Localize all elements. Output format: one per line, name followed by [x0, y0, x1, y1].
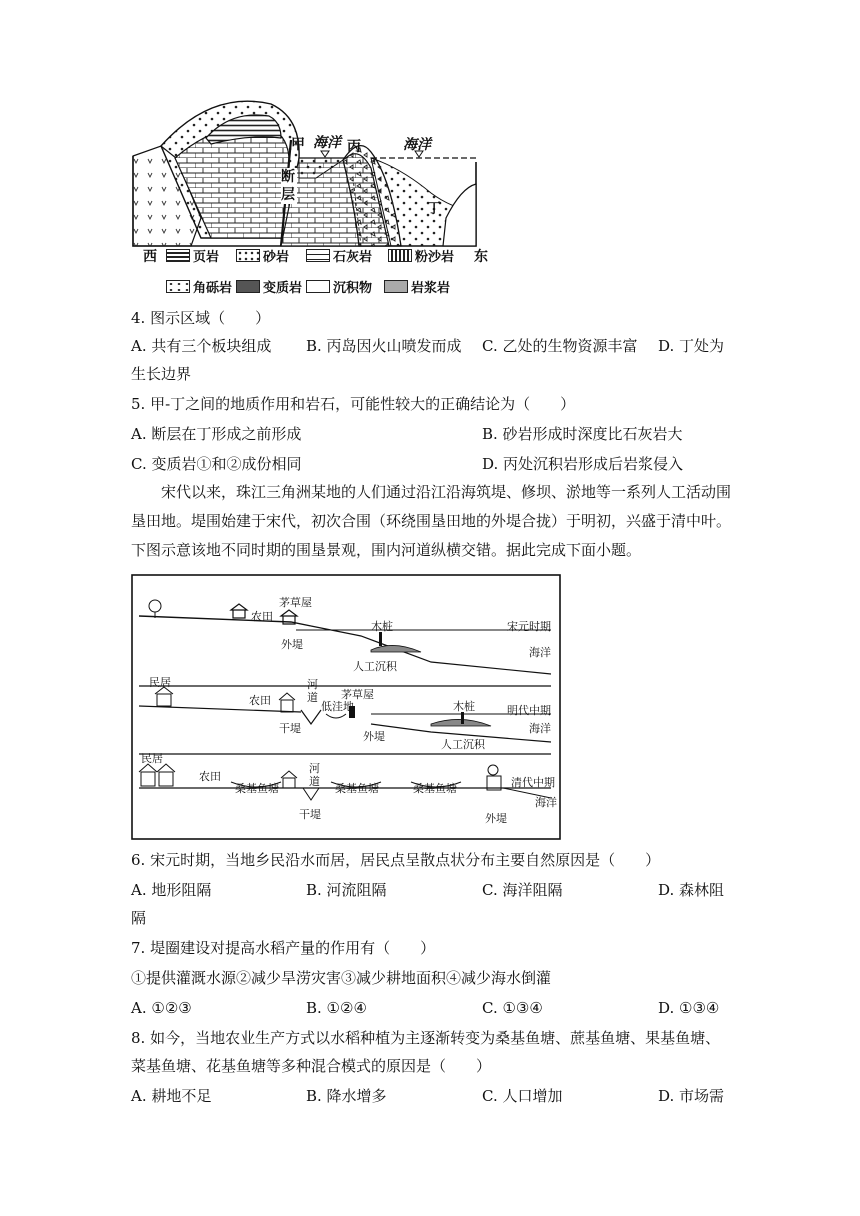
sediment-swatch [306, 280, 330, 293]
q8-option-d[interactable]: D. 市场需 [658, 1087, 725, 1105]
q7-option-d[interactable]: D. ①③④ [658, 999, 720, 1017]
q4-option-d[interactable]: D. 丁处为 [658, 337, 725, 355]
shale-swatch [166, 249, 190, 262]
q4-option-b[interactable]: B. 丙岛因火山喷发而成 [306, 337, 462, 355]
q5-stem: 5. 甲-丁之间的地质作用和岩石，可能性较大的正确结论为（ ） [131, 395, 576, 413]
q4-option-c[interactable]: C. 乙处的生物资源丰富 [482, 337, 638, 355]
label-west: 西 [143, 249, 157, 265]
q7-option-a[interactable]: A. ①②③ [131, 999, 192, 1017]
geology-figure [131, 98, 491, 298]
label-fault: 断层 [281, 169, 295, 203]
p1-pile: 木桩 [371, 620, 393, 633]
q5-option-a[interactable]: A. 断层在丁形成之前形成 [131, 425, 302, 443]
p2-period: 明代中期 [507, 704, 551, 717]
q8-option-b[interactable]: B. 降水增多 [306, 1087, 387, 1105]
p1-sea: 海洋 [529, 646, 551, 659]
legend-metamorphic: 变质岩 [236, 277, 302, 296]
p2-low: 低洼地 [321, 700, 354, 713]
siltstone-swatch [388, 249, 412, 262]
p3-sea: 海洋 [535, 796, 557, 809]
p2-home: 民居 [149, 676, 171, 689]
q6-option-c[interactable]: C. 海洋阻隔 [482, 881, 563, 899]
q5-option-d[interactable]: D. 丙处沉积岩形成后岩浆侵入 [482, 455, 684, 473]
p3-outer: 外堤 [485, 812, 507, 825]
p2-hut: 茅草屋 [341, 688, 374, 701]
q7-option-b[interactable]: B. ①②④ [306, 999, 367, 1017]
label-bing: 丙 [347, 139, 361, 155]
label-east: 东 [474, 249, 488, 265]
q4-option-d-wrap: 生长边界 [131, 365, 192, 383]
q7-items: ①提供灌溉水源②减少旱涝灾害③减少耕地面积④减少海水倒灌 [131, 969, 552, 987]
q6-option-a[interactable]: A. 地形阻隔 [131, 881, 212, 899]
q7-stem: 7. 堤圈建设对提高水稻产量的作用有（ ） [131, 939, 436, 957]
p3-field: 农田 [199, 770, 221, 783]
p1-hut: 茅草屋 [279, 596, 312, 609]
q6-option-d-wrap: 隔 [131, 909, 147, 927]
q4-option-a[interactable]: A. 共有三个板块组成 [131, 337, 272, 355]
q6-stem: 6. 宋元时期，当地乡民沿水而居，居民点呈散点状分布主要自然原因是（ ） [131, 851, 661, 869]
p2-sea: 海洋 [529, 722, 551, 735]
reclamation-figure [131, 574, 561, 840]
legend-shale: 页岩 [166, 246, 219, 265]
magma-swatch [384, 280, 408, 293]
p2-river: 河道 [307, 678, 318, 704]
metamorphic-swatch [236, 280, 260, 293]
q4-stem: 4. 图示区域（ ） [131, 309, 271, 327]
label-ding: 丁 [427, 201, 441, 217]
q7-option-c[interactable]: C. ①③④ [482, 999, 543, 1017]
p2-sed: 人工沉积 [441, 738, 485, 751]
q8-option-c[interactable]: C. 人口增加 [482, 1087, 563, 1105]
p2-pile: 木桩 [453, 700, 475, 713]
legend-sediment: 沉积物 [306, 277, 372, 296]
p3-home: 民居 [141, 752, 163, 765]
label-ocean-2: 海洋 [403, 137, 431, 153]
label-ocean-1: 海洋 [313, 135, 341, 151]
p3-dyke: 干堤 [299, 808, 321, 821]
legend-magma: 岩浆岩 [384, 277, 450, 296]
limestone-swatch [306, 249, 330, 262]
q5-option-b[interactable]: B. 砂岩形成时深度比石灰岩大 [482, 425, 683, 443]
q8-stem-2: 菜基鱼塘、花基鱼塘等多种混合模式的原因是（ ） [131, 1057, 492, 1075]
legend-siltstone: 粉沙岩 [388, 246, 454, 265]
p2-outer: 外堤 [363, 730, 385, 743]
q6-option-d[interactable]: D. 森林阻 [658, 881, 725, 899]
sandstone-swatch [236, 249, 260, 262]
legend-limestone: 石灰岩 [306, 246, 372, 265]
p2-dyke: 干堤 [279, 722, 301, 735]
p3-period: 清代中期 [511, 776, 555, 789]
reading-passage: 宋代以来，珠江三角洲某地的人们通过沿江沿海筑堤、修坝、淤地等一系列人工活动围垦田地。堤围始建于宋代，初次合围（环绕围垦田地的外堤合拢）于明初，兴盛于清中叶。下图示意该地不同时期的围垦景观，围内河道纵横交错。据此完成下面小题。 [131, 483, 732, 559]
p2-field: 农田 [249, 694, 271, 707]
p1-outer: 外堤 [281, 638, 303, 651]
q8-stem: 8. 如今，当地农业生产方式以水稻种植为主逐渐转变为桑基鱼塘、蔗基鱼塘、果基鱼塘、 [131, 1029, 721, 1047]
p1-period: 宋元时期 [507, 620, 551, 633]
legend-sandstone: 砂岩 [236, 246, 289, 265]
q6-option-b[interactable]: B. 河流阻隔 [306, 881, 387, 899]
p3-pond-1: 桑基鱼塘 [235, 782, 279, 795]
p3-pond-3: 桑基鱼塘 [413, 782, 457, 795]
p3-river: 河道 [309, 762, 320, 788]
q5-option-c[interactable]: C. 变质岩①和②成份相同 [131, 455, 302, 473]
label-jia: 甲 [291, 137, 305, 153]
p1-sed: 人工沉积 [353, 660, 397, 673]
breccia-swatch [166, 280, 190, 293]
p3-pond-2: 桑基鱼塘 [335, 782, 379, 795]
p1-field: 农田 [251, 610, 273, 623]
q8-option-a[interactable]: A. 耕地不足 [131, 1087, 212, 1105]
legend-breccia: 角砾岩 [166, 277, 232, 296]
